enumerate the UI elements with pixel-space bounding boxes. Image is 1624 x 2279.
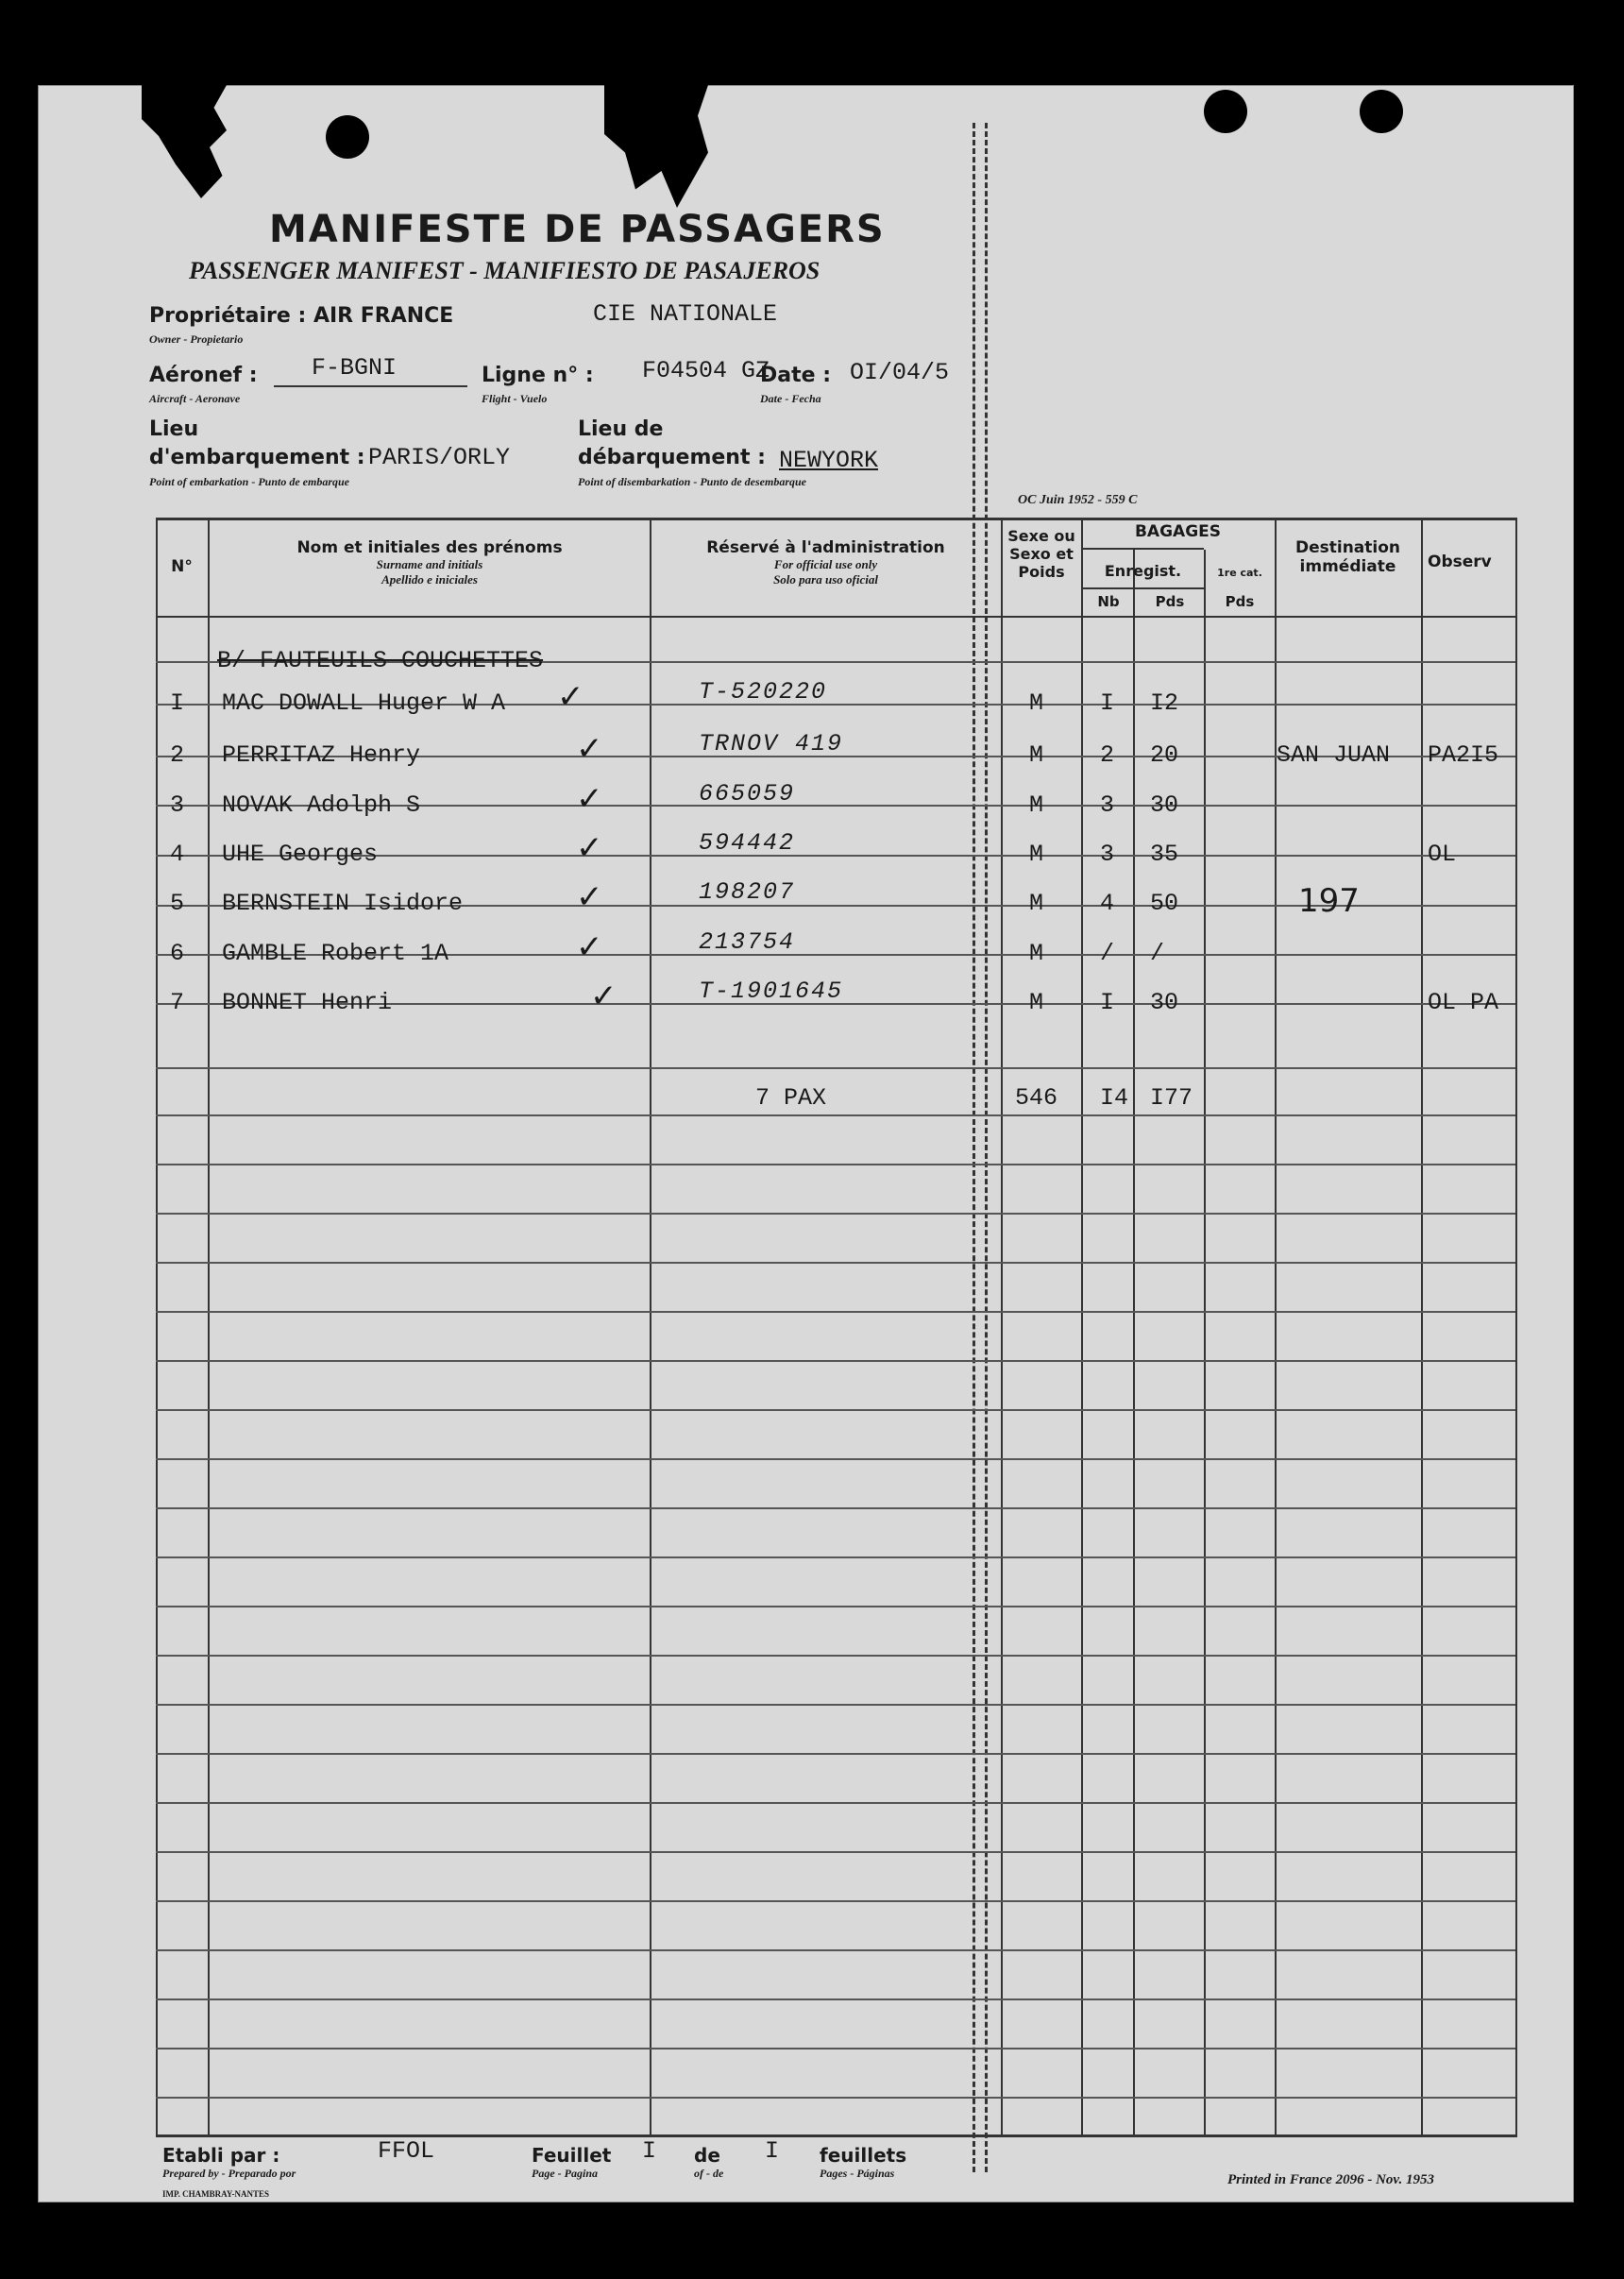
col-border-left xyxy=(156,518,158,2137)
passenger-sex: M xyxy=(1029,741,1044,769)
passenger-ticket: T-1901645 xyxy=(699,978,844,1005)
check-mark-icon: ✓ xyxy=(576,829,603,867)
ruled-row-line xyxy=(156,1900,1515,1902)
ruled-row-line xyxy=(156,2097,1515,2099)
disembark-label: débarquement : xyxy=(578,446,766,469)
col-header-name-es: Apellido e iniciales xyxy=(381,572,478,587)
punch-hole-center xyxy=(1204,90,1247,133)
passenger-number: 7 xyxy=(170,989,185,1016)
prepared-sublabel: Prepared by - Preparado por xyxy=(162,2167,296,2180)
date-sublabel: Date - Fecha xyxy=(760,392,821,405)
of-sublabel: of - de xyxy=(694,2167,724,2180)
passenger-destination: 197 xyxy=(1298,882,1360,920)
passenger-baggage-nb: 2 xyxy=(1100,741,1115,769)
col-header-observations: Observ xyxy=(1428,553,1492,571)
sheets-sublabel: Pages - Páginas xyxy=(820,2167,895,2180)
check-mark-icon: ✓ xyxy=(576,878,603,916)
col-header-official-es: Solo para uso oficial xyxy=(773,572,878,587)
check-mark-icon: ✓ xyxy=(576,780,603,818)
embark-label-top: Lieu xyxy=(149,417,199,441)
sheet-value: I xyxy=(642,2137,657,2165)
passenger-sex: M xyxy=(1029,989,1044,1016)
flight-label: Ligne n° : xyxy=(482,364,594,387)
col-border-pds xyxy=(1204,550,1206,2137)
col-border-nb xyxy=(1133,550,1135,2137)
ruled-row-line xyxy=(156,1949,1515,1951)
ruled-row-line xyxy=(156,1851,1515,1853)
passenger-observation: PA2I5 xyxy=(1428,741,1499,769)
col-header-baggage: BAGAGES xyxy=(1134,522,1222,541)
col-header-cabin: 1re cat. xyxy=(1217,567,1262,579)
table-bottom-border xyxy=(156,2134,1515,2137)
passenger-number: I xyxy=(170,689,185,717)
col-border-no xyxy=(208,518,210,2137)
passenger-name: UHE Georges xyxy=(222,841,379,868)
baggage-subheader-line xyxy=(1081,548,1204,550)
date-label: Date : xyxy=(760,364,832,387)
printed-mark: Printed in France 2096 - Nov. 1953 xyxy=(1227,2172,1435,2187)
col-border-right xyxy=(1515,518,1517,2137)
ruled-row-line xyxy=(156,1360,1515,1362)
ruled-row-line xyxy=(156,1409,1515,1411)
perforation-line xyxy=(973,123,988,2172)
passenger-ticket: T-520220 xyxy=(699,678,828,706)
registered-subheader-line xyxy=(1081,587,1204,589)
ruled-row-line xyxy=(156,1213,1515,1215)
passenger-baggage-nb: 4 xyxy=(1100,890,1115,917)
aircraft-value: F-BGNI xyxy=(312,354,398,382)
col-header-name-label: Nom et initiales des prénoms xyxy=(296,538,563,557)
prepared-label: Etabli par : xyxy=(162,2144,280,2167)
embark-label: d'embarquement : xyxy=(149,446,365,469)
col-border-dest xyxy=(1421,518,1423,2137)
owner-value: CIE NATIONALE xyxy=(593,300,778,328)
passenger-sex: M xyxy=(1029,841,1044,868)
col-border-sex xyxy=(1081,518,1083,2137)
ruled-row-line xyxy=(156,1753,1515,1755)
passenger-name: NOVAK Adolph S xyxy=(222,791,421,819)
col-header-no: N° xyxy=(171,557,193,576)
form-reference: OC Juin 1952 - 559 C xyxy=(1018,493,1138,507)
table-top-border xyxy=(156,518,1515,520)
total-pax: 7 PAX xyxy=(755,1084,827,1112)
sheets-label: feuillets xyxy=(820,2144,907,2167)
punch-hole-left xyxy=(326,115,369,159)
passenger-name: GAMBLE Robert 1A xyxy=(222,940,449,967)
col-header-sex: Sexe ou Sexo et Poids xyxy=(1007,527,1075,581)
printer-mark: IMP. CHAMBRAY-NANTES xyxy=(162,2189,270,2199)
passenger-baggage-pds: 50 xyxy=(1150,890,1179,917)
embark-value: PARIS/ORLY xyxy=(368,444,511,471)
col-header-nb: Nb xyxy=(1097,593,1120,610)
passenger-ticket: TRNOV 419 xyxy=(699,730,844,757)
passenger-sex: M xyxy=(1029,940,1044,967)
struck-category-line: B/ FAUTEUILS COUCHETTES xyxy=(217,647,544,674)
col-border-name xyxy=(650,518,651,2137)
ruled-row-line xyxy=(156,1606,1515,1607)
ruled-row-line xyxy=(156,1458,1515,1460)
check-mark-icon: ✓ xyxy=(576,730,603,768)
passenger-sex: M xyxy=(1029,791,1044,819)
passenger-number: 4 xyxy=(170,841,185,868)
ruled-row-line xyxy=(156,1998,1515,2000)
passenger-baggage-nb: 3 xyxy=(1100,841,1115,868)
embark-sublabel: Point of embarkation - Punto de embarque xyxy=(149,475,350,488)
ruled-row-line xyxy=(156,1311,1515,1313)
total-baggage-pds: I77 xyxy=(1150,1084,1193,1112)
manifest-title: MANIFESTE DE PASSAGERS xyxy=(269,208,886,251)
of-label: de xyxy=(694,2144,720,2167)
passenger-number: 6 xyxy=(170,940,185,967)
col-header-cabin-pds: Pds xyxy=(1225,593,1255,610)
col-header-name xyxy=(212,538,647,587)
passenger-ticket: 213754 xyxy=(699,928,796,956)
passenger-observation: OL xyxy=(1428,841,1457,868)
owner-sublabel: Owner - Propietario xyxy=(149,332,244,346)
col-header-name-en: Surname and initials xyxy=(376,557,483,571)
passenger-name: PERRITAZ Henry xyxy=(222,741,421,769)
passenger-ticket: 665059 xyxy=(699,780,796,808)
passenger-number: 3 xyxy=(170,791,185,819)
passenger-observation: OL PA xyxy=(1428,989,1499,1016)
sheet-sublabel: Page - Pagina xyxy=(532,2167,598,2180)
passenger-ticket: 594442 xyxy=(699,829,796,857)
passenger-baggage-pds: / xyxy=(1150,940,1165,967)
check-mark-icon: ✓ xyxy=(590,978,617,1015)
aircraft-sublabel: Aircraft - Aeronave xyxy=(149,392,241,405)
passenger-baggage-pds: 20 xyxy=(1150,741,1179,769)
total-baggage-nb: I4 xyxy=(1100,1084,1129,1112)
passenger-baggage-nb: I xyxy=(1100,689,1115,717)
punch-hole-right xyxy=(1360,90,1403,133)
manifest-subtitle: PASSENGER MANIFEST - MANIFIESTO DE PASAJEROS xyxy=(189,257,820,284)
table-header-bottom xyxy=(156,616,1515,618)
col-header-official-label: Réservé à l'administration xyxy=(706,538,945,557)
of-value: I xyxy=(765,2137,780,2165)
flight-value: F04504 GZ xyxy=(642,357,770,384)
passenger-name: BERNSTEIN Isidore xyxy=(222,890,464,917)
passenger-baggage-pds: I2 xyxy=(1150,689,1179,717)
passenger-baggage-nb: 3 xyxy=(1100,791,1115,819)
disembark-value: NEWYORK xyxy=(779,447,879,474)
passenger-baggage-pds: 30 xyxy=(1150,989,1179,1016)
prepared-value: FFOL xyxy=(378,2137,435,2165)
passenger-ticket: 198207 xyxy=(699,878,796,906)
passenger-sex: M xyxy=(1029,689,1044,717)
passenger-baggage-pds: 30 xyxy=(1150,791,1179,819)
col-header-official xyxy=(653,538,998,587)
passenger-destination: SAN JUAN xyxy=(1277,741,1391,769)
ruled-row-line xyxy=(156,1164,1515,1165)
ruled-row-line xyxy=(156,1704,1515,1706)
col-header-registered: Enregist. xyxy=(1104,562,1182,580)
ruled-row-line xyxy=(156,1507,1515,1509)
disembark-label-top: Lieu de xyxy=(578,417,664,441)
passenger-sex: M xyxy=(1029,890,1044,917)
total-sex-weight: 546 xyxy=(1015,1084,1058,1112)
ruled-row-line xyxy=(156,1556,1515,1558)
flight-sublabel: Flight - Vuelo xyxy=(482,392,548,405)
ruled-row-line xyxy=(156,1655,1515,1657)
aircraft-label: Aéronef : xyxy=(149,364,258,387)
passenger-number: 2 xyxy=(170,741,185,769)
disembark-sublabel: Point of disembarkation - Punto de desembarque xyxy=(578,475,807,488)
check-mark-icon: ✓ xyxy=(576,928,603,966)
passenger-number: 5 xyxy=(170,890,185,917)
date-value: OI/04/5 xyxy=(850,359,950,386)
col-border-official xyxy=(1001,518,1003,2137)
ruled-row-line xyxy=(156,1802,1515,1804)
col-header-pds: Pds xyxy=(1155,593,1185,610)
col-header-official-en: For official use only xyxy=(773,557,878,571)
passenger-baggage-nb: / xyxy=(1100,940,1115,967)
col-header-destination: Destination immédiate xyxy=(1294,538,1401,576)
ruled-row-line xyxy=(156,1114,1515,1116)
check-mark-icon: ✓ xyxy=(557,678,584,716)
passenger-name: BONNET Henri xyxy=(222,989,393,1016)
sheet-label: Feuillet xyxy=(532,2144,612,2167)
aircraft-underline xyxy=(274,385,467,387)
passenger-name: MAC DOWALL Huger W A xyxy=(222,689,506,717)
owner-label: Propriétaire : AIR FRANCE xyxy=(149,304,454,328)
ruled-row-line xyxy=(156,1262,1515,1264)
ruled-row-line xyxy=(156,1067,1515,1069)
passenger-baggage-nb: I xyxy=(1100,989,1115,1016)
ruled-row-line xyxy=(156,2048,1515,2049)
passenger-baggage-pds: 35 xyxy=(1150,841,1179,868)
